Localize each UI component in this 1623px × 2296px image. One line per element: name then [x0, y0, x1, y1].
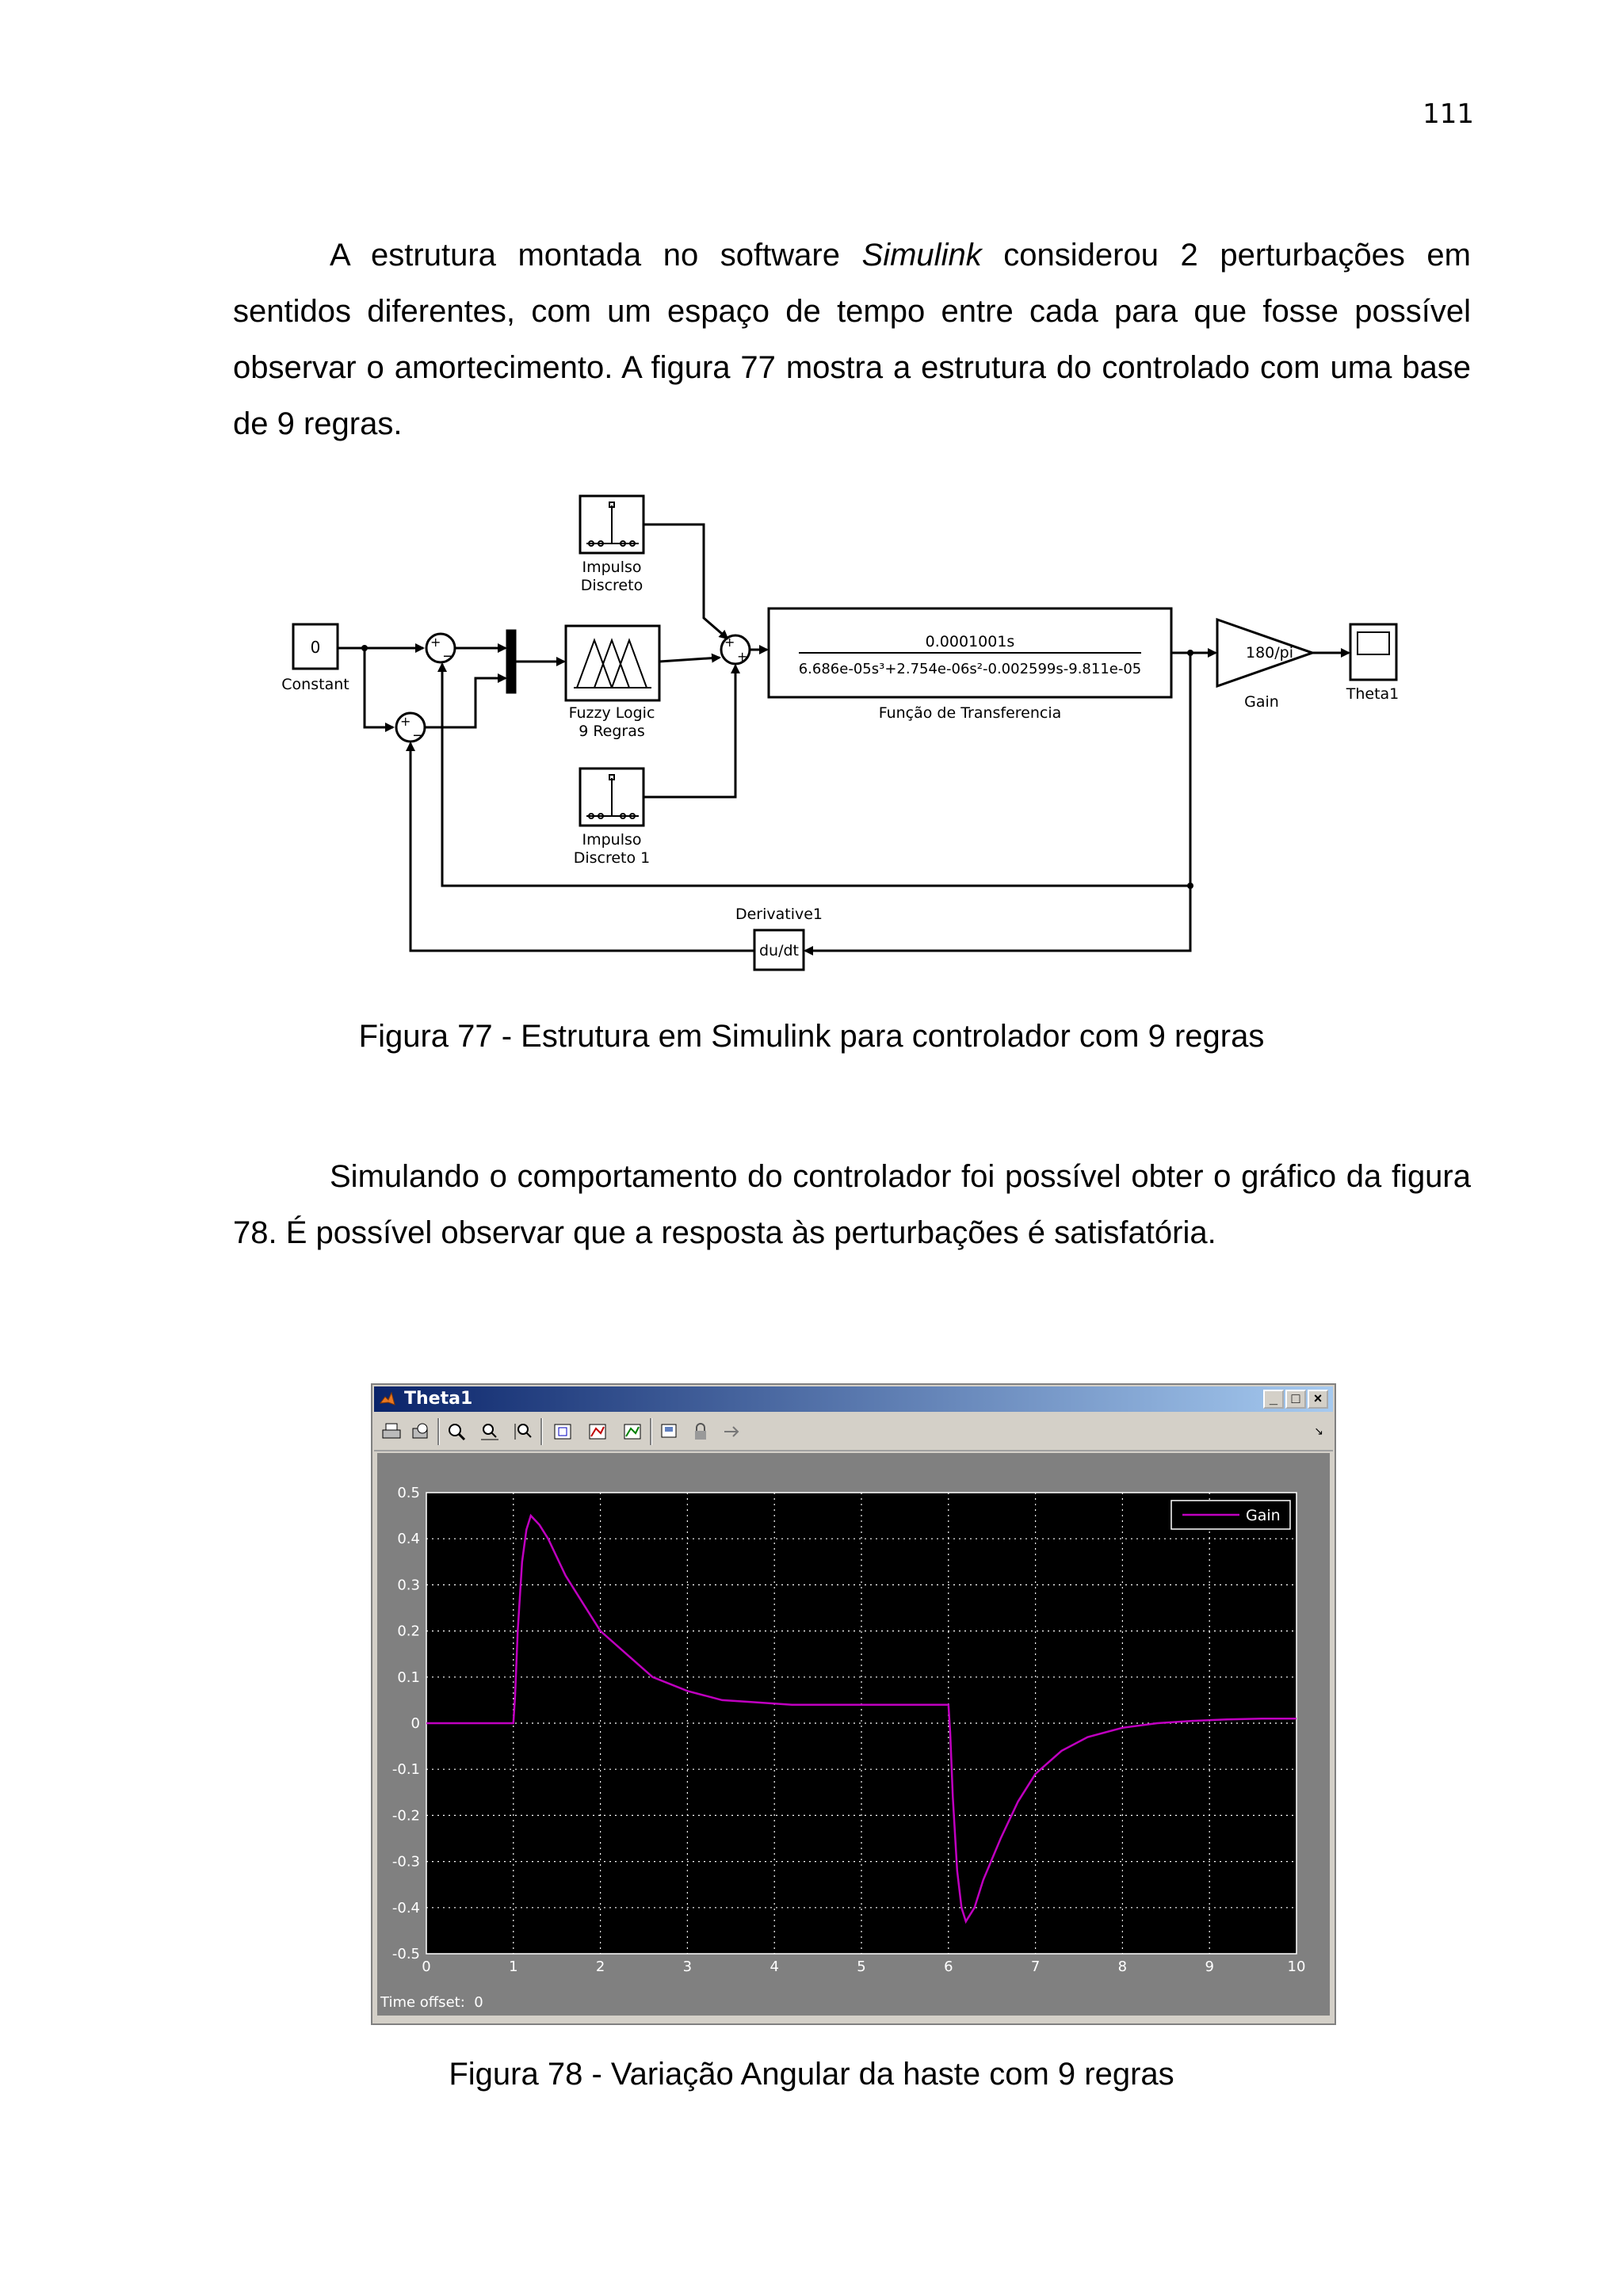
minimize-button[interactable]: _: [1263, 1390, 1284, 1409]
scope-toolbar: [374, 1413, 1333, 1451]
y-tick-label: -0.3: [391, 1853, 420, 1871]
impulse-label-2a: Impulso: [582, 831, 642, 849]
fuzzy-logic-block: [566, 626, 659, 700]
constant-value: 0: [310, 638, 321, 657]
x-tick-label: 7: [1030, 1958, 1041, 1975]
zoom-icon[interactable]: [444, 1420, 469, 1444]
svg-text:+: +: [400, 714, 411, 729]
constant-label: Constant: [281, 676, 349, 693]
x-tick-label: 2: [595, 1958, 605, 1975]
svg-text:−: −: [442, 648, 455, 665]
derivative-label: Derivative1: [735, 906, 823, 923]
impulse-label-1a: Impulso: [582, 559, 642, 576]
svg-text:+: +: [737, 649, 748, 664]
scope-title: Theta1: [404, 1389, 473, 1409]
y-tick-label: 0.3: [397, 1577, 420, 1594]
autoscale-icon[interactable]: [550, 1420, 575, 1444]
derivative-value: du/dt: [758, 942, 800, 959]
impulse-label-2b: Discreto 1: [573, 849, 651, 867]
paragraph-simulation: Simulando o comportamento do controlador foi possível obter o gráfico da figura 78. É possível observar que a resposta às perturbações é satisfatória.: [233, 1159, 1471, 1250]
x-tick-label: 8: [1117, 1958, 1128, 1975]
fuzzy-label-b: 9 Regras: [579, 723, 645, 740]
simulink-diagram: [269, 491, 1426, 982]
save-axes-icon[interactable]: [585, 1420, 610, 1444]
y-tick-label: 0.5: [397, 1485, 420, 1501]
y-tick-label: 0.1: [397, 1669, 420, 1686]
gain-label: Gain: [1244, 693, 1279, 711]
impulse-label-1b: Discreto: [580, 577, 643, 594]
x-tick-label: 5: [857, 1958, 866, 1975]
plot-area-frame: [377, 1453, 1330, 2016]
print-icon[interactable]: [379, 1420, 404, 1444]
legend-label: Gain: [1246, 1507, 1281, 1524]
signal-select-icon[interactable]: [720, 1420, 745, 1444]
tf-denominator: 6.686e-05s³+2.754e-06s²-0.002599s-9.811e-05: [798, 661, 1142, 677]
y-tick-label: 0: [411, 1715, 420, 1732]
x-tick-label: 1: [509, 1958, 518, 1975]
svg-text:−: −: [412, 727, 425, 744]
scope-label: Theta1: [1346, 685, 1400, 703]
svg-text:+: +: [430, 635, 441, 650]
x-tick-label: 0: [422, 1958, 431, 1975]
x-tick-label: 6: [944, 1958, 953, 1975]
maximize-button[interactable]: □: [1285, 1390, 1306, 1409]
y-tick-label: -0.5: [391, 1946, 420, 1962]
restore-axes-icon[interactable]: [620, 1420, 645, 1444]
mux-block: [507, 631, 515, 692]
y-tick-label: -0.4: [391, 1899, 420, 1917]
tf-label: Função de Transferencia: [878, 704, 1062, 722]
x-tick-label: 10: [1287, 1958, 1306, 1975]
print-preview-icon[interactable]: [407, 1420, 433, 1444]
svg-text:+: +: [724, 635, 735, 650]
y-tick-label: 0.4: [397, 1531, 420, 1548]
close-button[interactable]: ×: [1308, 1390, 1328, 1409]
y-tick-label: -0.1: [391, 1761, 420, 1779]
paragraph-intro: A estrutura montada no software Simulink considerou 2 perturbações em sentidos diferentes, com um espaço de tempo entre cada para que fosse possível observar o amortecimento. A figura 77 mostra a estrutura do controlado com uma base de 9 regras.: [233, 238, 1471, 441]
y-tick-label: -0.2: [391, 1807, 420, 1825]
toolbar-dock-icon[interactable]: ↘: [1314, 1425, 1323, 1437]
fuzzy-label-a: Fuzzy Logic: [568, 704, 655, 722]
x-tick-label: 9: [1205, 1958, 1214, 1975]
gain-value: 180/pi: [1246, 644, 1294, 662]
params-icon[interactable]: [656, 1420, 682, 1444]
emphasis-simulink: Simulink: [861, 238, 982, 273]
scope-chart: [377, 1453, 1330, 2000]
lock-icon[interactable]: [688, 1420, 713, 1444]
matlab-logo-icon: [379, 1390, 396, 1408]
y-tick-label: 0.2: [397, 1623, 420, 1640]
x-tick-label: 3: [682, 1958, 693, 1975]
tf-numerator: 0.0001001s: [925, 633, 1015, 650]
time-offset: Time offset: 0: [380, 1994, 483, 2011]
scope-window: [371, 1383, 1336, 2025]
caption-figure-77: Figura 77 - Estrutura em Simulink para controlador com 9 regras: [358, 1019, 1265, 1054]
scope-titlebar: [374, 1386, 1333, 1412]
x-tick-label: 4: [769, 1958, 779, 1975]
caption-figure-78: Figura 78 - Variação Angular da haste com 9 regras: [449, 2057, 1174, 2092]
page-number: 111: [1423, 98, 1474, 130]
zoom-y-icon[interactable]: [510, 1420, 536, 1444]
zoom-x-icon[interactable]: [477, 1420, 502, 1444]
